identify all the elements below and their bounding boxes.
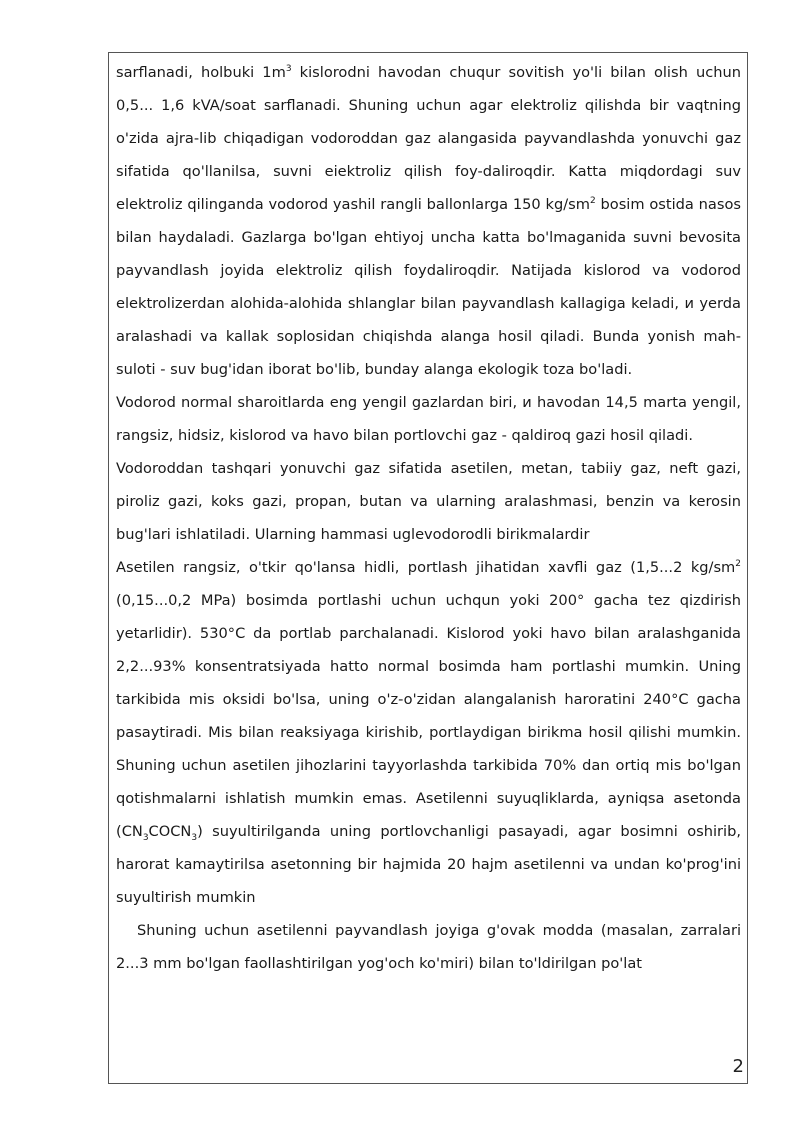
- text-run: sarflanadi, holbuki 1m: [116, 64, 286, 81]
- text-run: Asetilen rangsiz, o'tkir qo'lansa hidli, portlash jihatidan xavfli gaz (1,5...2 kg/sm: [116, 559, 736, 576]
- text-run: COCN: [148, 823, 192, 840]
- superscript: 3: [285, 64, 292, 75]
- text-run: ) suyultirilganda uning portlovchanligi pasayadi, agar bosimni oshirib, harorat kamaytirilsa asetonning bir hajmida 20 hajm asetilenni va undan ko'prog'ini suyultirish mumkin: [116, 823, 741, 906]
- text-run: bosim ostida nasos bilan haydaladi. Gazlarga bo'lgan ehtiyoj uncha katta bo'lmaganida suvni bevosita payvandlash joyida elektroliz qilish foydaliroqdir. Natijada kislorod va vodorod elektrolizerdan alohida-alohida shlanglar bilan payvandlash kallagiga keladi, и yerda aralashadi va kallak soplosidan chiqishda alanga hosil qiladi. Bunda yonish mah-suloti - suv bug'idan iborat bo'lib, bunday alanga ekologik toza bo'ladi.: [116, 196, 742, 378]
- body-text: [116, 56, 741, 980]
- subscript: 3: [191, 832, 198, 843]
- subscript: 3: [142, 832, 149, 843]
- paragraph-5: Shuning uchun asetilenni payvandlash joyiga g'ovak modda (masalan, zarralari 2...3 mm bo'lgan faollashtirilgan yog'och ko'miri) bilan to'ldirilgan po'lat: [116, 922, 741, 972]
- text-run: (0,15...0,2 MPa) bosimda portlashi uchun uchqun yoki 200° gacha tez qizdirish yetarlidir). 530°C da portlab parchalanadi. Kislorod yoki havo bilan aralashganida 2,2...93% konsentratsiyada hatto normal bosimda ham portlashi mumkin. Uning tarkibida mis oksidi bo'lsa, uning o'z-o'zidan alangalanish haroratini 240°C gacha pasaytiradi. Mis bilan reaksiyaga kirishib, portlaydigan birikma hosil qilishi mumkin. Shuning uchun asetilen jihozlarini tayyorlashda tarkibida 70% dan ortiq mis bo'lgan qotishmalarni ishlatish mumkin emas. Asetilenni suyuqliklarda, ayniqsa asetonda (CN: [116, 592, 741, 840]
- page-number: 2: [732, 1056, 744, 1077]
- superscript: 2: [735, 559, 741, 570]
- paragraph-3: Vodoroddan tashqari yonuvchi gaz sifatida asetilen, metan, tabiiy gaz, neft gazi, piroliz gazi, koks gazi, propan, butan va ularning aralashmasi, benzin va kerosin bug'lari ishlatiladi. Ularning hammasi uglevodorodli birikmalardir: [116, 460, 741, 543]
- paragraph-2: Vodorod normal sharoitlarda eng yengil gazlardan biri, и havodan 14,5 marta yengil, rangsiz, hidsiz, kislorod va havo bilan portlovchi gaz - qaldiroq gazi hosil qiladi.: [116, 394, 741, 444]
- paragraph-4: [116, 551, 741, 914]
- superscript: 2: [589, 196, 596, 207]
- paragraph-1: [116, 56, 741, 386]
- text-run: kislorodni havodan chuqur sovitish yo'li bilan olish uchun 0,5... 1,6 kVA/soat sarflanadi. Shuning uchun agar elektroliz qilishda bir vaqtning o'zida ajra-lib chiqadigan vodoroddan gaz alangasida payvandlashda yonuvchi gaz sifatida qo'llanilsa, suvni eiektroliz qilish foy-daliroqdir. Katta miqdordagi suv elektroliz qilinganda vodorod yashil rangli ballonlarga 150 kg/sm: [116, 64, 741, 213]
